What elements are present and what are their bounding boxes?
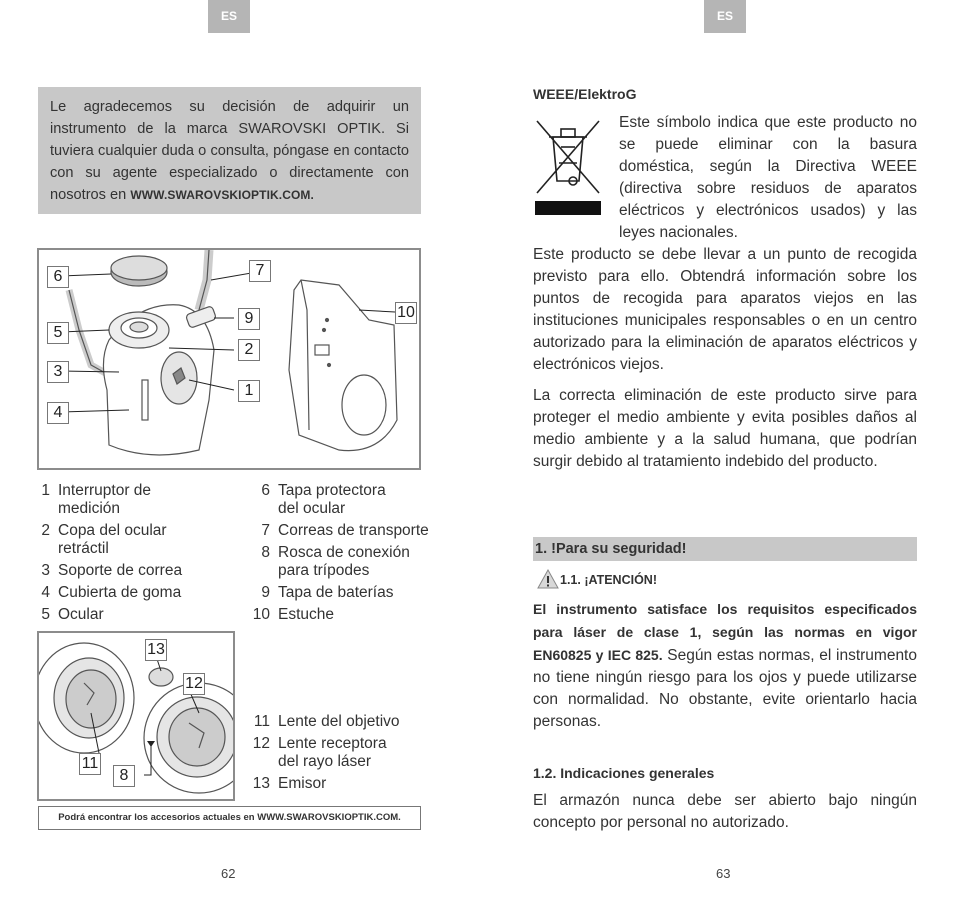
subsection-attention: 1.1. ¡ATENCIÓN!: [560, 573, 657, 587]
page-number-left: 62: [221, 866, 236, 881]
intro-box: [38, 87, 421, 214]
section-title: 1. !Para su seguridad!: [533, 537, 917, 561]
subsection-general: 1.2. Indicaciones generales: [533, 765, 715, 781]
callout-1: 1: [238, 380, 260, 402]
callout-8: 8: [113, 765, 135, 787]
product-overview-figure: [37, 248, 421, 470]
legend-lens: [250, 713, 450, 793]
legend-item: 3 Soporte de correa: [41, 562, 183, 579]
rangefinder-illustration: [39, 250, 419, 468]
legend-item: 13 Emisor: [252, 775, 327, 792]
legend-item: 4 Cubierta de goma: [41, 584, 182, 601]
callout-11: 11: [79, 753, 101, 775]
legend-item: 12 Lente receptora del rayo láser: [252, 735, 387, 770]
callout-9: 9: [238, 308, 260, 330]
legend-item: 9 Tapa de baterías: [261, 584, 394, 601]
crossed-bin-icon: [533, 117, 603, 215]
weee-intro: Este símbolo indica que este producto no se puede eliminar con la basura doméstica, según la Directiva WEEE (directiva sobre residuos de aparatos eléctricos y electrónicos usados) y las leyes nacionales.: [619, 114, 917, 241]
legend-item: 11 Lente del objetivo: [253, 713, 400, 730]
legend-left: [30, 482, 230, 624]
warning-icon: [537, 569, 559, 589]
weee-paragraph-2: La correcta eliminación de este producto sirve para proteger el medio ambiente y evita posibles daños al medio ambiente y a la salud humana, que podrían surgir debido al tratamiento indebido del producto.: [533, 387, 917, 470]
callout-3: 3: [47, 361, 69, 383]
legend-item: 10 Estuche: [252, 606, 335, 623]
weee-heading: WEEE/ElektroG: [533, 86, 637, 102]
callout-10: 10: [395, 302, 417, 324]
callout-7: 7: [249, 260, 271, 282]
callout-13: 13: [145, 639, 167, 661]
callout-2: 2: [238, 339, 260, 361]
callout-12: 12: [183, 673, 205, 695]
lens-illustration: [39, 633, 233, 799]
intro-url[interactable]: WWW.SWAROVSKIOPTIK.COM.: [130, 188, 314, 202]
callout-4: 4: [47, 402, 69, 424]
legend-item: 2 Copa del ocular retráctil: [41, 522, 167, 557]
page-number-right: 63: [716, 866, 731, 881]
legend-item: 8 Rosca de conexión para trípodes: [261, 544, 410, 579]
language-tab-left: ES: [208, 0, 250, 33]
laser-warning: [533, 598, 917, 733]
legend-item: 6 Tapa protectora del ocular: [261, 482, 386, 517]
legend-right: [250, 482, 450, 624]
accessories-note: Podrá encontrar los accesorios actuales en WWW.SWAROVSKIOPTIK.COM.: [38, 806, 421, 830]
laser-warning-text: Según estas normas, el instrumento no tiene ningún riesgo para los ojos y puede utilizarse con normalidad. No obstante, evite orientarlo hacia personas.: [533, 647, 917, 730]
legend-item: 1 Interruptor de medición: [41, 482, 152, 517]
callout-6: 6: [47, 266, 69, 288]
laser-warning-bold: El instrumento satisface los requisitos especificados para láser de clase 1, según las normas en vigor EN60825 y IEC 825.: [533, 601, 917, 663]
intro-text: Le agradecemos su decisión de adquirir un instrumento de la marca SWAROVSKI OPTIK. Si tuviera cualquier duda o consulta, póngase en contacto con su agente especializado o directamente con nosotros en: [50, 99, 409, 203]
language-tab-right: ES: [704, 0, 746, 33]
general-text: El armazón nunca debe ser abierto bajo ningún concepto por personal no autorizado.: [533, 792, 917, 831]
legend-item: 7 Correas de transporte: [261, 522, 429, 539]
callout-5: 5: [47, 322, 69, 344]
legend-item: 5 Ocular: [41, 606, 104, 623]
lens-detail-figure: [37, 631, 235, 801]
weee-paragraph-1: Este producto se debe llevar a un punto de recogida previsto para ello. Obtendrá información sobre los puntos de recogida para aparatos viejos en las instituciones municipales responsables o en un centro autorizado para la eliminación de aparatos eléctricos y electrónicos viejos.: [533, 246, 917, 373]
